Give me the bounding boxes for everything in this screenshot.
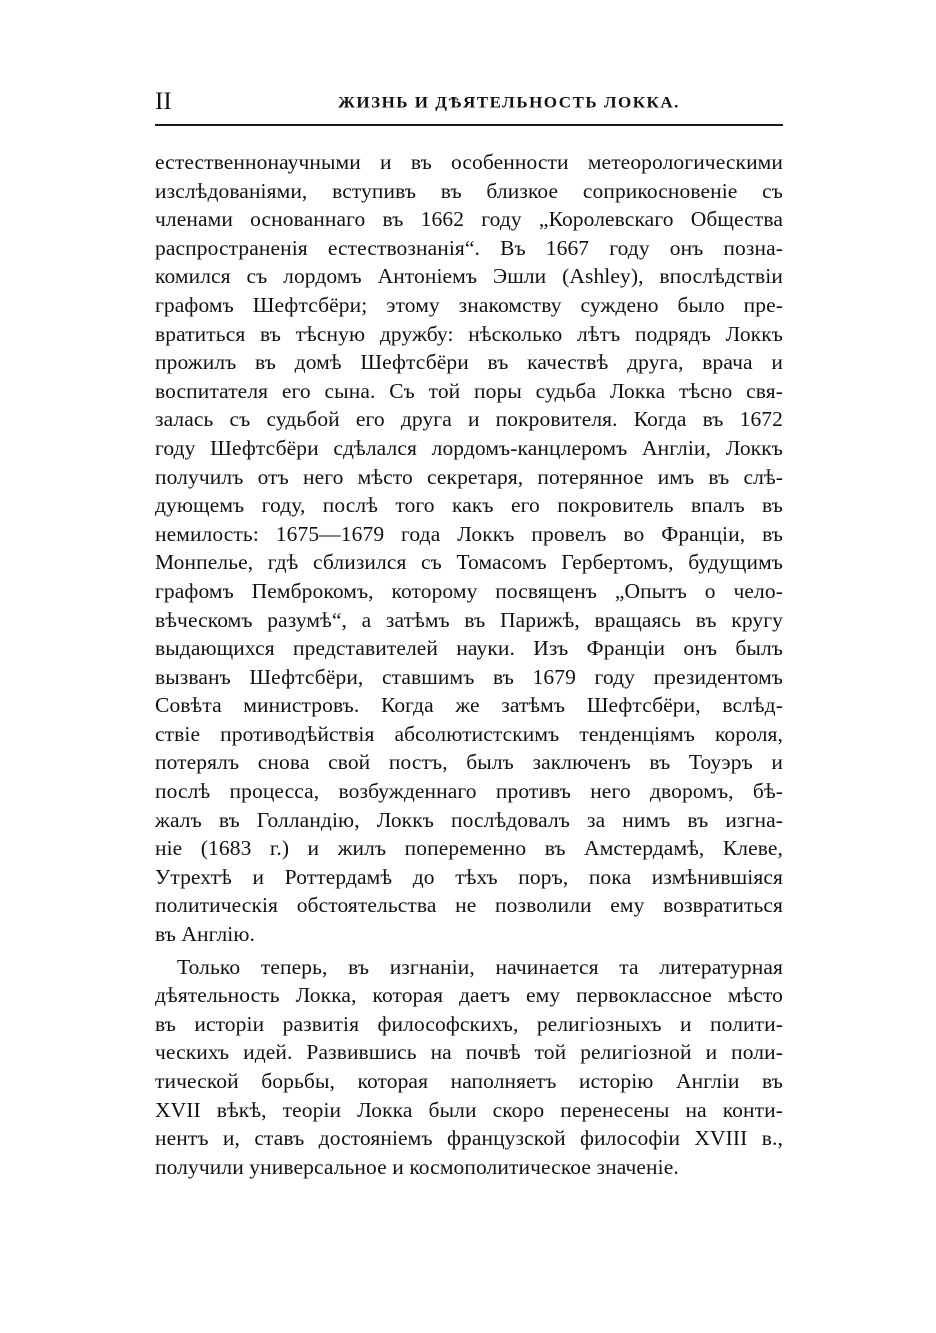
text-line: распространенія естествознанія“. Въ 1667 году онъ позна- [155,235,783,260]
page-number: II [155,88,172,115]
text-line: получилъ отъ него мѣсто секретаря, потерянное имъ въ слѣ- [155,464,783,489]
text-line: въ исторіи развитія философскихъ, религіозныхъ и полити- [155,1011,783,1036]
text-line: членами основаннаго въ 1662 году „Королевскаго Общества [155,207,783,232]
text-line: XVII вѣкѣ, теоріи Локка были скоро перенесены на конти- [155,1097,783,1122]
text-line: вратиться въ тѣсную дружбу: нѣсколько лѣтъ подрядъ Локкъ [155,321,783,346]
text-line: жалъ въ Голландію, Локкъ послѣдовалъ за нимъ въ изгна- [155,807,783,832]
text-line: Совѣта министровъ. Когда же затѣмъ Шефтсбёри, вслѣд- [155,693,783,718]
text-line: дующемъ году, послѣ того какъ его покровитель впалъ въ [155,493,783,518]
paragraph-1 [155,148,783,949]
text-line: Утрехтѣ и Роттердамѣ до тѣхъ поръ, пока измѣнившіяся [155,864,783,889]
text-line: ніе (1683 г.) и жилъ попеременно въ Амстердамѣ, Клеве, [155,836,783,861]
text-line: году Шефтсбёри сдѣлался лордомъ-канцлеромъ Англіи, Локкъ [155,435,783,460]
text-line: нентъ и, ставъ достояніемъ французской философіи XVIII в., [155,1126,783,1151]
text-line: прожилъ въ домѣ Шефтсбёри въ качествѣ друга, врача и [155,350,783,375]
text-line: выдающихся представителей науки. Изъ Франціи онъ былъ [155,636,783,661]
text-line: политическія обстоятельства не позволили ему возвратиться [155,893,783,918]
text-line: графомъ Шефтсбёри; этому знакомству суждено было пре- [155,292,783,317]
text-line: ствіе противодѣйствія абсолютистскимъ тенденціямъ короля, [155,721,783,746]
text-line: немилость: 1675—1679 года Локкъ провелъ во Франціи, въ [155,521,783,546]
body-text [155,148,783,1181]
text-line: Только теперь, въ изгнаніи, начинается та литературная [177,954,783,979]
text-line: воспитателя его сына. Съ той поры судьба Локка тѣсно свя- [155,378,783,403]
text-line: вѣческомъ разумѣ“, а затѣмъ въ Парижѣ, вращаясь въ кругу [155,607,783,632]
page-header [155,86,783,122]
text-line: послѣ процесса, возбужденнаго противъ него дворомъ, бѣ- [155,779,783,804]
text-line: потерялъ снова свой постъ, былъ заключенъ въ Тоуэръ и [155,750,783,775]
header-rule [155,124,783,126]
text-line: комился съ лордомъ Антоніемъ Эшли (Ashley), впослѣдствіи [155,264,783,289]
text-line: тической борьбы, которая наполняетъ исторію Англіи въ [155,1069,783,1093]
text-line: графомъ Пемброкомъ, которому посвященъ „Опытъ о чело- [155,578,783,603]
running-title: ЖИЗНЬ И ДѢЯТЕЛЬНОСТЬ ЛОККА. [338,94,680,112]
text-line: залась съ судьбой его друга и покровителя. Когда въ 1672 [155,407,783,432]
text-line: получили универсальное и космополитическое значеніе. [155,1154,679,1179]
paragraph-2 [155,953,783,1182]
text-line: изслѣдованіями, вступивъ въ близкое соприкосновеніе съ [155,178,783,203]
text-line: дѣятельность Локка, которая даетъ ему первоклассное мѣсто [155,983,783,1008]
text-line: Монпелье, гдѣ сблизился съ Томасомъ Гербертомъ, будущимъ [155,550,783,575]
text-line: въ Англію. [155,922,256,947]
text-line: вызванъ Шефтсбёри, ставшимъ въ 1679 году президентомъ [155,664,783,689]
text-line: ческихъ идей. Развившись на почвѣ той религіозной и поли- [155,1040,783,1065]
text-line: естественнонаучными и въ особенности метеорологическими [155,150,783,174]
